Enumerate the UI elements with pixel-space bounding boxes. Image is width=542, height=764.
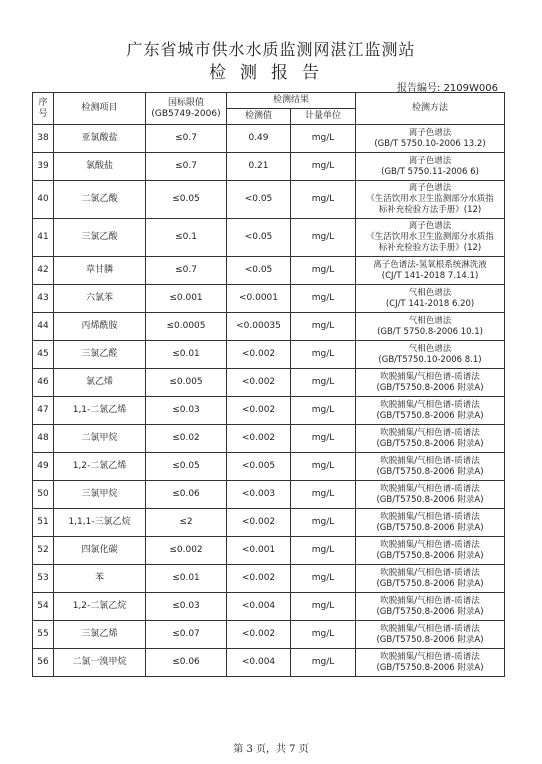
table-row bbox=[33, 341, 505, 369]
test-value: <0.002 bbox=[227, 509, 291, 537]
test-item: 六氯苯 bbox=[54, 285, 146, 313]
test-item: 1,1,1-三氯乙烷 bbox=[54, 509, 146, 537]
row-number: 46 bbox=[33, 369, 54, 397]
test-method bbox=[356, 593, 505, 621]
test-value: <0.002 bbox=[227, 425, 291, 453]
test-value: <0.00035 bbox=[227, 313, 291, 341]
test-method-line: (GB/T5750.8-2006 附录A) bbox=[376, 578, 484, 589]
standard-limit: ≤0.002 bbox=[146, 537, 227, 565]
standard-limit: ≤0.02 bbox=[146, 425, 227, 453]
test-method bbox=[356, 453, 505, 481]
standard-limit: ≤0.7 bbox=[146, 125, 227, 153]
test-method-line: 吹脱捕集/气相色谱-质谱法 bbox=[380, 427, 480, 438]
test-value: <0.05 bbox=[227, 219, 291, 257]
row-number: 54 bbox=[33, 593, 54, 621]
header-method: 检测方法 bbox=[356, 93, 505, 125]
standard-limit: ≤0.7 bbox=[146, 257, 227, 285]
row-number: 42 bbox=[33, 257, 54, 285]
test-method-line: 气相色谱法 bbox=[408, 315, 452, 326]
test-method-line: 吹脱捕集/气相色谱-质谱法 bbox=[380, 511, 480, 522]
standard-limit: ≤0.01 bbox=[146, 341, 227, 369]
test-method-line: (GB/T 5750.10-2006 13.2) bbox=[374, 138, 486, 149]
test-item: 三氯乙酸 bbox=[54, 219, 146, 257]
standard-limit: ≤0.001 bbox=[146, 285, 227, 313]
table-row bbox=[33, 219, 505, 257]
test-method-line: 吹脱捕集/气相色谱-质谱法 bbox=[380, 651, 480, 662]
test-method-line: (CJ/T 141-2018 6.20) bbox=[385, 298, 475, 309]
page-footer: 第 3 页，共 7 页 bbox=[233, 744, 309, 755]
test-method-line: (GB/T 5750.8-2006 10.1) bbox=[377, 326, 483, 337]
test-method-line: (GB/T5750.8-2006 附录A) bbox=[376, 662, 484, 673]
table-row bbox=[33, 537, 505, 565]
test-value: <0.004 bbox=[227, 649, 291, 677]
row-number: 45 bbox=[33, 341, 54, 369]
unit: mg/L bbox=[291, 125, 356, 153]
standard-limit: ≤0.06 bbox=[146, 649, 227, 677]
test-method bbox=[356, 153, 505, 181]
standard-limit: ≤0.7 bbox=[146, 153, 227, 181]
table-row bbox=[33, 181, 505, 219]
header-value: 检测值 bbox=[227, 109, 291, 125]
test-method bbox=[356, 181, 505, 219]
row-number: 44 bbox=[33, 313, 54, 341]
test-method-line: (GB/T5750.8-2006 附录A) bbox=[376, 634, 484, 645]
row-number: 38 bbox=[33, 125, 54, 153]
header-unit: 计量单位 bbox=[291, 109, 356, 125]
test-method-line: 离子色谱法 bbox=[408, 155, 452, 166]
unit: mg/L bbox=[291, 453, 356, 481]
test-method-line: (GB/T5750.8-2006 附录A) bbox=[376, 522, 484, 533]
row-number: 41 bbox=[33, 219, 54, 257]
row-number: 56 bbox=[33, 649, 54, 677]
test-method-line: 《生活饮用水卫生监测部分水质指 bbox=[366, 232, 494, 242]
test-method-line: 离子色谱法 bbox=[408, 127, 452, 138]
row-number: 50 bbox=[33, 481, 54, 509]
unit: mg/L bbox=[291, 181, 356, 219]
test-item: 1,1-二氯乙烯 bbox=[54, 397, 146, 425]
unit: mg/L bbox=[291, 593, 356, 621]
unit: mg/L bbox=[291, 313, 356, 341]
table-row bbox=[33, 509, 505, 537]
test-value: <0.001 bbox=[227, 537, 291, 565]
test-method-line: (GB/T5750.8-2006 附录A) bbox=[376, 606, 484, 617]
header-item: 检测项目 bbox=[54, 93, 146, 125]
header-seq: 序号 bbox=[33, 93, 54, 125]
test-method bbox=[356, 219, 505, 257]
test-value: <0.002 bbox=[227, 369, 291, 397]
table-row bbox=[33, 425, 505, 453]
table-row bbox=[33, 593, 505, 621]
test-value: <0.002 bbox=[227, 565, 291, 593]
test-method-line: 吹脱捕集/气相色谱-质谱法 bbox=[380, 399, 480, 410]
standard-limit: ≤0.005 bbox=[146, 369, 227, 397]
unit: mg/L bbox=[291, 153, 356, 181]
table-row bbox=[33, 621, 505, 649]
test-item: 1,2-二氯乙烷 bbox=[54, 593, 146, 621]
standard-limit: ≤0.03 bbox=[146, 397, 227, 425]
table-row bbox=[33, 285, 505, 313]
test-method-line: 吹脱捕集/气相色谱-质谱法 bbox=[380, 455, 480, 466]
test-method bbox=[356, 313, 505, 341]
header-limit-standard: (GB5749-2006) bbox=[151, 108, 221, 119]
test-item: 亚氯酸盐 bbox=[54, 125, 146, 153]
test-method-line: (GB/T5750.8-2006 附录A) bbox=[376, 410, 484, 421]
test-method-line: (GB/T5750.10-2006 8.1) bbox=[378, 354, 482, 365]
test-value: <0.004 bbox=[227, 593, 291, 621]
test-value: <0.0001 bbox=[227, 285, 291, 313]
test-method bbox=[356, 537, 505, 565]
standard-limit: ≤0.1 bbox=[146, 219, 227, 257]
test-method bbox=[356, 397, 505, 425]
standard-limit: ≤0.0005 bbox=[146, 313, 227, 341]
test-method bbox=[356, 565, 505, 593]
standard-limit: ≤2 bbox=[146, 509, 227, 537]
test-method bbox=[356, 369, 505, 397]
table-row bbox=[33, 453, 505, 481]
test-value: <0.05 bbox=[227, 257, 291, 285]
row-number: 52 bbox=[33, 537, 54, 565]
page-title: 广东省城市供水水质监测网湛江监测站 bbox=[126, 40, 416, 59]
test-method-line: 离子色谱法 bbox=[408, 183, 452, 193]
test-item: 二氯乙酸 bbox=[54, 181, 146, 219]
table-row bbox=[33, 481, 505, 509]
test-method-line: 气相色谱法 bbox=[408, 287, 452, 298]
test-method-line: 离子色谱法 bbox=[408, 221, 452, 231]
test-value: <0.002 bbox=[227, 397, 291, 425]
test-method bbox=[356, 621, 505, 649]
test-method bbox=[356, 649, 505, 677]
test-method-line: 气相色谱法 bbox=[408, 343, 452, 354]
test-method bbox=[356, 285, 505, 313]
test-item: 三氯乙烯 bbox=[54, 621, 146, 649]
unit: mg/L bbox=[291, 621, 356, 649]
test-item: 氯乙烯 bbox=[54, 369, 146, 397]
table-row bbox=[33, 397, 505, 425]
unit: mg/L bbox=[291, 649, 356, 677]
unit: mg/L bbox=[291, 481, 356, 509]
table-row bbox=[33, 125, 505, 153]
test-value: <0.003 bbox=[227, 481, 291, 509]
test-value: <0.005 bbox=[227, 453, 291, 481]
table-row bbox=[33, 313, 505, 341]
test-value: <0.05 bbox=[227, 181, 291, 219]
row-number: 53 bbox=[33, 565, 54, 593]
test-value: 0.49 bbox=[227, 125, 291, 153]
standard-limit: ≤0.05 bbox=[146, 453, 227, 481]
test-item: 四氯化碳 bbox=[54, 537, 146, 565]
unit: mg/L bbox=[291, 425, 356, 453]
row-number: 55 bbox=[33, 621, 54, 649]
test-method-line: (GB/T5750.8-2006 附录A) bbox=[376, 438, 484, 449]
header-limit bbox=[146, 93, 227, 125]
test-item: 氯酸盐 bbox=[54, 153, 146, 181]
test-method bbox=[356, 257, 505, 285]
unit: mg/L bbox=[291, 537, 356, 565]
test-item: 二氯甲烷 bbox=[54, 425, 146, 453]
unit: mg/L bbox=[291, 509, 356, 537]
unit: mg/L bbox=[291, 341, 356, 369]
results-table bbox=[32, 92, 505, 677]
table-row bbox=[33, 257, 505, 285]
test-method-line: 标补充检验方法手册》(12) bbox=[378, 205, 482, 215]
report-heading: 检测报告 bbox=[209, 63, 333, 83]
table-row bbox=[33, 369, 505, 397]
unit: mg/L bbox=[291, 257, 356, 285]
test-method-line: (GB/T5750.8-2006 附录A) bbox=[376, 382, 484, 393]
results-body bbox=[33, 125, 505, 677]
test-method bbox=[356, 125, 505, 153]
test-method bbox=[356, 425, 505, 453]
test-method-line: (GB/T5750.8-2006 附录A) bbox=[376, 494, 484, 505]
unit: mg/L bbox=[291, 397, 356, 425]
test-method-line: 吹脱捕集/气相色谱-质谱法 bbox=[380, 483, 480, 494]
test-method-line: 吹脱捕集/气相色谱-质谱法 bbox=[380, 623, 480, 634]
test-method-line: 标补充检验方法手册》(12) bbox=[378, 243, 482, 253]
standard-limit: ≤0.05 bbox=[146, 181, 227, 219]
standard-limit: ≤0.06 bbox=[146, 481, 227, 509]
test-item: 三氯甲烷 bbox=[54, 481, 146, 509]
test-item: 草甘膦 bbox=[54, 257, 146, 285]
test-method-line: 《生活饮用水卫生监测部分水质指 bbox=[366, 194, 494, 204]
table-row bbox=[33, 565, 505, 593]
test-method-line: 离子色谱法-氢氧根系统淋洗液 bbox=[373, 259, 487, 270]
test-item: 1,2-二氯乙烯 bbox=[54, 453, 146, 481]
row-number: 49 bbox=[33, 453, 54, 481]
test-method-line: (CJ/T 141-2018 7.14.1) bbox=[381, 270, 479, 281]
unit: mg/L bbox=[291, 219, 356, 257]
standard-limit: ≤0.01 bbox=[146, 565, 227, 593]
header-limit-label: 国标限值 bbox=[167, 97, 204, 108]
test-item: 二氯一溴甲烷 bbox=[54, 649, 146, 677]
test-value: <0.002 bbox=[227, 621, 291, 649]
row-number: 51 bbox=[33, 509, 54, 537]
report-number: 报告编号: 2109W006 bbox=[397, 83, 498, 94]
test-method-line: 吹脱捕集/气相色谱-质谱法 bbox=[380, 567, 480, 578]
standard-limit: ≤0.03 bbox=[146, 593, 227, 621]
header-result: 检测结果 bbox=[227, 93, 356, 109]
test-value: 0.21 bbox=[227, 153, 291, 181]
unit: mg/L bbox=[291, 369, 356, 397]
row-number: 39 bbox=[33, 153, 54, 181]
row-number: 48 bbox=[33, 425, 54, 453]
test-method-line: 吹脱捕集/气相色谱-质谱法 bbox=[380, 371, 480, 382]
row-number: 43 bbox=[33, 285, 54, 313]
test-method-line: 吹脱捕集/气相色谱-质谱法 bbox=[380, 595, 480, 606]
test-method bbox=[356, 481, 505, 509]
test-item: 三氯乙醛 bbox=[54, 341, 146, 369]
test-method bbox=[356, 341, 505, 369]
table-row bbox=[33, 153, 505, 181]
test-method bbox=[356, 509, 505, 537]
row-number: 47 bbox=[33, 397, 54, 425]
test-value: <0.002 bbox=[227, 341, 291, 369]
test-method-line: (GB/T5750.8-2006 附录A) bbox=[376, 550, 484, 561]
row-number: 40 bbox=[33, 181, 54, 219]
test-item: 苯 bbox=[54, 565, 146, 593]
unit: mg/L bbox=[291, 285, 356, 313]
test-method-line: (GB/T 5750.11-2006 6) bbox=[381, 166, 479, 177]
table-row bbox=[33, 649, 505, 677]
test-item: 丙烯酰胺 bbox=[54, 313, 146, 341]
standard-limit: ≤0.07 bbox=[146, 621, 227, 649]
test-method-line: (GB/T5750.8-2006 附录A) bbox=[376, 466, 484, 477]
test-method-line: 吹脱捕集/气相色谱-质谱法 bbox=[380, 539, 480, 550]
unit: mg/L bbox=[291, 565, 356, 593]
